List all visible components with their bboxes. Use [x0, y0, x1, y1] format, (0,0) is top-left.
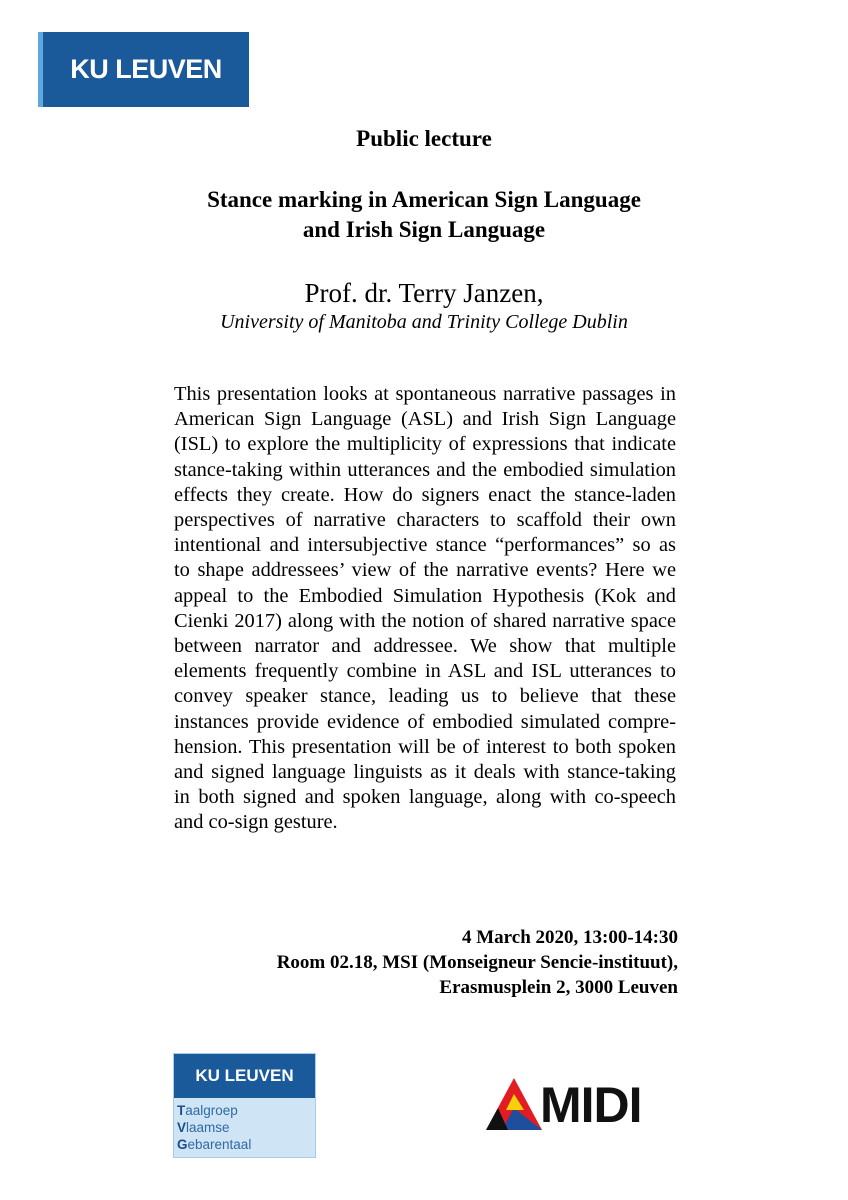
tvg-logo-header: [174, 1054, 315, 1098]
tvg-logo-line: [177, 1102, 315, 1119]
ku-leuven-logo: [38, 32, 249, 107]
midi-logo-text: MIDI: [540, 1077, 642, 1133]
event-address: Erasmusplein 2, 3000 Leuven: [439, 977, 678, 998]
tvg-rest: ebarentaal: [187, 1137, 252, 1152]
tvg-rest: laamse: [186, 1120, 230, 1135]
lecture-title-line-2: and Irish Sign Language: [302, 217, 546, 242]
tvg-initial: G: [177, 1137, 188, 1152]
tvg-initial: T: [177, 1103, 186, 1118]
tvg-logo-header-text: KU LEUVEN: [195, 1066, 294, 1085]
event-room: Room 02.18, MSI (Monseigneur Sencie-instituut),: [276, 952, 678, 973]
event-details: [277, 925, 678, 1000]
tvg-rest: aalgroep: [185, 1103, 238, 1118]
tvg-logo-line: [177, 1119, 315, 1136]
tvg-logo-line: [177, 1136, 315, 1153]
event-type: Public lecture: [356, 126, 492, 151]
event-datetime: 4 March 2020, 13:00-14:30: [461, 927, 678, 948]
abstract-text: This presentation looks at spontaneous narrative passages in American Sign Language (ASL) and Irish Sign Language (ISL) to explore the multiplicity of expressions that indicate stance-taking within utterances and the embodied simulation effects they create. How do signers enact the stance-laden perspectives of narrative characters to scaffold their own intentional and intersubjective stance “performances” so as to shape addressees’ view of the narrative events? Here we appeal to the Embodied Simulation Hypothesis (Kok and Cienki 2017) along with the notion of shared narrative space between narrator and addressee. We show that multiple elements frequently combine in ASL and ISL utterances to convey speaker stance, leading us to believe that these instances provide evidence of embodied simulated comprehension. This presentation will be of interest to both spoken and signed language linguists as it deals with stance-taking in both signed and spoken language, along with co-speech and co-sign gesture.: [174, 383, 676, 834]
lecture-title: [0, 185, 848, 245]
taalgroep-vgt-logo: [173, 1053, 316, 1158]
tvg-initial: V: [177, 1120, 187, 1135]
speaker-affiliation: University of Manitoba and Trinity College Dublin: [220, 311, 628, 333]
tvg-logo-lines: [174, 1098, 315, 1153]
speaker-name: Prof. dr. Terry Janzen,: [304, 278, 544, 308]
ku-leuven-logo-text: KU LEUVEN: [70, 54, 222, 84]
lecture-title-line-1: Stance marking in American Sign Language: [207, 187, 641, 212]
